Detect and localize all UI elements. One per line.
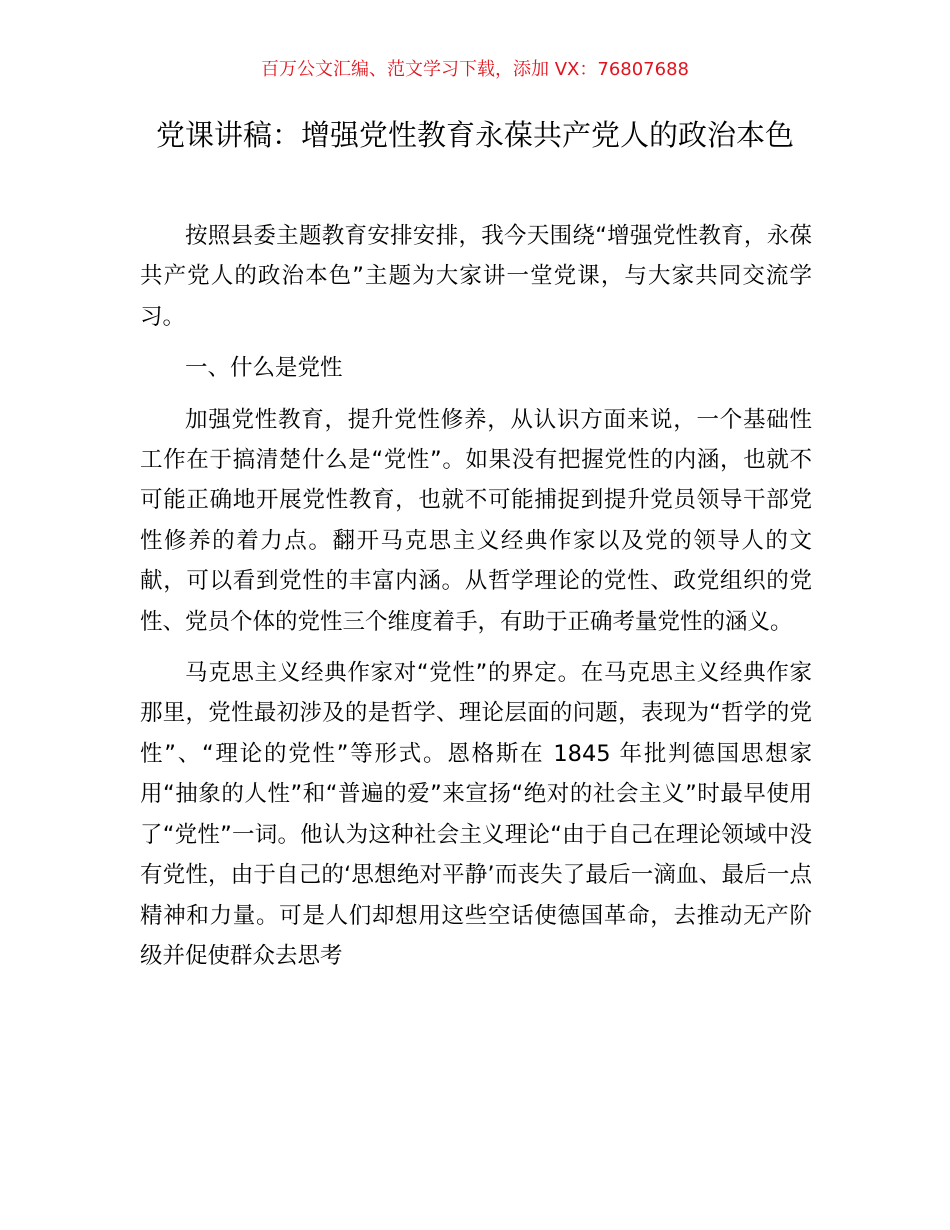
section-heading: 一、什么是党性 [185, 355, 343, 382]
document-title: 党课讲稿：增强党性教育永葆共产党人的政治本色 [155, 118, 794, 152]
body-paragraph: 马克思主义经典作家对“党性”的界定。在马克思主义经典作家那里，党性最初涉及的是哲学、理论层面的问题，表现为“哲学的党性”、“理论的党性”等形式。恩格斯在 1845 年批判德国思想家用“抽象的人性”和“普遍的爱”来宣扬“绝对的社会主义”时最早使用了“党性”一词。他认为这种社会主义理论“由于自己在理论领域中没有党性，由于自己的‘思想绝对平静’而丧失了最后一滴血、最后一点精神和力量。可是人们却想用这些空话使德国革命，去推动无产阶级并促使群众去思考 [140, 660, 812, 969]
watermark-banner: 百万公文汇编、范文学习下载，添加 VX：76807688 [261, 59, 689, 80]
body-paragraph: 加强党性教育，提升党性修养，从认识方面来说，一个基础性工作在于搞清楚什么是“党性”。如果没有把握党性的内涵，也就不可能正确地开展党性教育，也就不可能捕捉到提升党员领导干部党性修养的着力点。翻开马克思主义经典作家以及党的领导人的文献，可以看到党性的丰富内涵。从哲学理论的党性、政党组织的党性、党员个体的党性三个维度着手，有助于正确考量党性的涵义。 [140, 406, 812, 635]
intro-paragraph: 按照县委主题教育安排安排，我今天围绕“增强党性教育，永葆共产党人的政治本色”主题为大家讲一堂党课，与大家共同交流学习。 [140, 223, 812, 330]
document-body [140, 216, 812, 987]
